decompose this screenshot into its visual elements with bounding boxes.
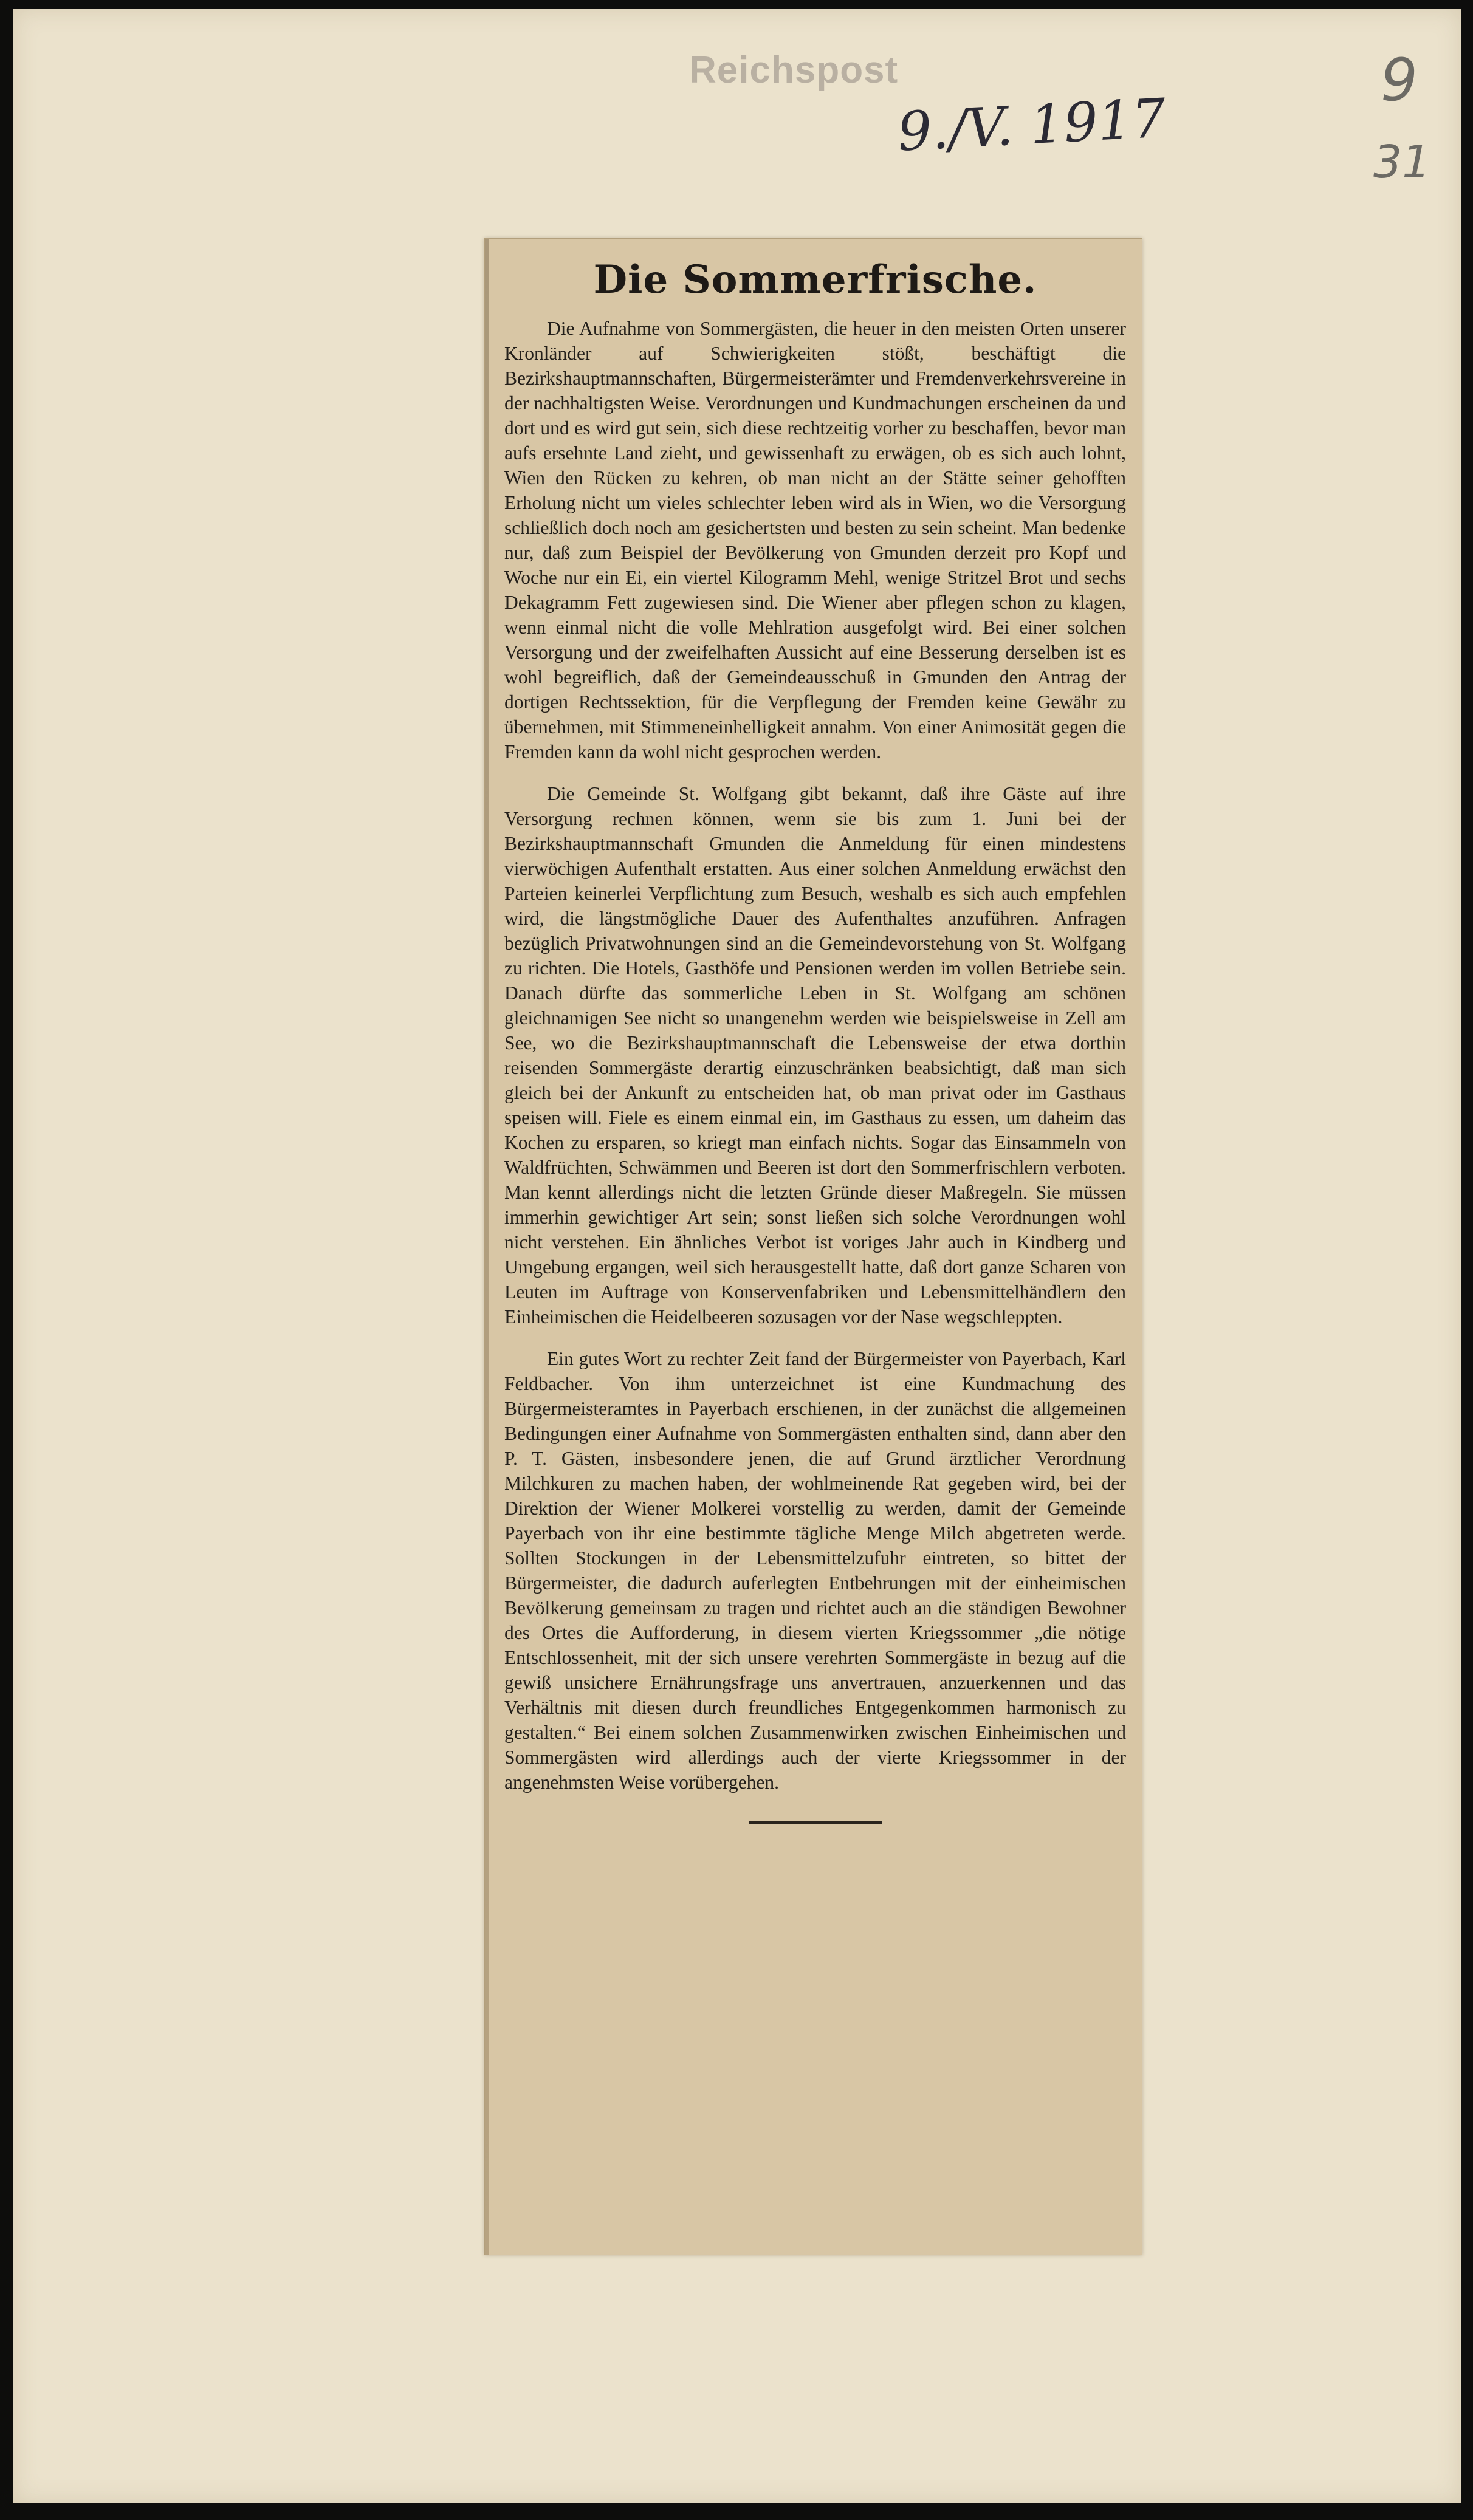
article-paragraph: Die Gemeinde St. Wolfgang gibt bekannt, daß ihre Gäste auf ihre Versorgung rechnen können, wenn sie bis zum 1. Juni bei der Bezirkshauptmannschaft Gmunden die Anmeldung für einen mindestens vierwöchigen Aufenthalt erstatten. Aus einer solchen Anmeldung erwächst den Parteien keinerlei Verpflichtung zum Besuch, weshalb es sich auch empfehlen wird, die längstmögliche Dauer des Aufenthaltes anzuführen. Anfragen bezüglich Privatwohnungen sind an die Gemeindevorstehung von St. Wolfgang zu richten. Die Hotels, Gasthöfe und Pensionen werden im vollen Betriebe sein. Danach dürfte das sommerliche Leben in St. Wolfgang am schönen gleichnamigen See nicht so unangenehm werden wie beispielsweise in Zell am See, wo die Bezirkshauptmannschaft die Lebensweise der etwa dorthin reisenden Sommergäste derartig einzuschränken beabsichtigt, daß man sich gleich bei der Ankunft zu entscheiden hat, ob man privat oder im Gasthaus speisen will. Fiele es einem einmal ein, im Gasthaus zu essen, um daheim das Kochen zu ersparen, so kriegt man einfach nichts. Sogar das Einsammeln von Waldfrüchten, Schwämmen und Beeren ist dort den Sommerfrischlern verboten. Man kennt allerdings nicht die letzten Gründe dieser Maßregeln. Sie müssen immerhin gewichtiger Art sein; sonst ließen sich solche Verordnungen wohl nicht verstehen. Ein ähnliches Verbot ist voriges Jahr auch in Kindberg und Umgebung ergangen, weil sich herausgestellt hatte, daß dort ganze Scharen von Leuten im Auftrage von Konservenfabriken und Lebensmittelhändlern den Einheimischen die Heidelbeeren sozusagen vor der Nase wegschleppten. <box>504 783 1126 1327</box>
article-paragraph: Ein gutes Wort zu rechter Zeit fand der Bürgermeister von Payerbach, Karl Feldbacher. Von ihm unterzeichnet ist eine Kundmachung des Bürgermeisteramtes in Payerbach erschienen, in der zunächst die allgemeinen Bedingungen einer Aufnahme von Sommergästen enthalten sind, dann aber den P. T. Gästen, insbesondere jenen, die auf Grund ärztlicher Verordnung Milchkuren zu machen haben, der wohlmeinende Rat gegeben wird, bei der Direktion der Wiener Molkerei vorstellig zu werden, damit der Gemeinde Payerbach von ihr eine bestimmte tägliche Menge Milch abgetreten werde. Sollten Stockungen in der Lebensmittelzufuhr eintreten, so bittet der Bürgermeister, die dadurch auferlegten Entbehrungen mit der einheimischen Bevölkerung gemeinsam zu tragen und richtet auch an die ständigen Bewohner des Ortes die Aufforderung, in diesem vierten Kriegssommer „die nötige Entschlossenheit, mit der sich unsere verehrten Sommergäste in bezug auf die gewiß unsichere Ernährungsfrage uns anvertrauen, anzuerkennen und das Verhältnis mit diesen durch freundliches Entgegenkommen harmonisch zu gestalten.“ Bei einem solchen Zusammenwirken zwischen Einheimischen und Sommergästen wird allerdings auch der vierte Kriegssommer in der angenehmsten Weise vorübergehen. <box>504 1348 1126 1793</box>
handwritten-date: 9./V. 1917 <box>896 86 1168 163</box>
clipping-edge <box>485 239 489 2255</box>
article-title: Die Sommerfrische. <box>593 257 1037 303</box>
archive-sheet <box>13 9 1461 2503</box>
article-end-rule <box>749 1821 882 1824</box>
pencil-page-number: 31 <box>1373 136 1431 188</box>
pencil-folio-number: 9 <box>1381 46 1418 114</box>
article-paragraph: Die Aufnahme von Sommergästen, die heuer in den meisten Orten unserer Kronländer auf Schwierigkeiten stößt, beschäftigt die Bezirkshauptmannschaften, Bürgermeisterämter und Fremdenverkehrsvereine in der nachhaltigsten Weise. Verordnungen und Kundmachungen erscheinen da und dort und es wird gut sein, sich diese rechtzeitig vorher zu beschaffen, bevor man aufs ersehnte Land zieht, und gewissenhaft zu erwägen, ob es sich auch lohnt, Wien den Rücken zu kehren, ob man nicht an der Stätte seiner gehofften Erholung nicht um vieles schlechter leben wird als in Wien, wo die Versorgung schließlich doch noch am gesichertsten und besten zu sein scheint. Man bedenke nur, daß zum Beispiel der Bevölkerung von Gmunden derzeit pro Kopf und Woche nur ein Ei, ein viertel Kilogramm Mehl, wenige Stritzel Brot und sechs Dekagramm Fett zugewiesen sind. Die Wiener aber pflegen schon zu klagen, wenn einmal nicht die volle Mehlration ausgefolgt wird. Bei einer solchen Versorgung und der zweifelhaften Aussicht auf eine Besserung derselben ist es wohl begreiflich, daß der Gemeindeausschuß in Gmunden den Antrag der dortigen Rechtssektion, für die Verpflegung der Fremden keine Gewähr zu übernehmen, mit Stimmeneinhelligkeit annahm. Von einer Animosität gegen die Fremden kann da wohl nicht gesprochen werden. <box>504 318 1126 762</box>
newspaper-stamp: Reichspost <box>689 49 899 91</box>
newspaper-clipping <box>484 238 1142 2255</box>
